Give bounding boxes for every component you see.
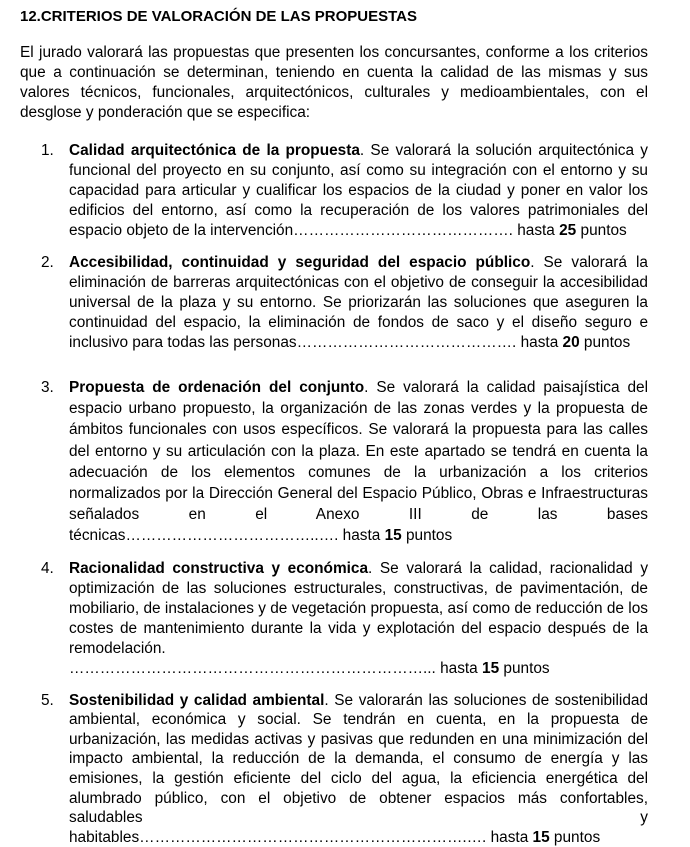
criterion-body: . Se valorará la calidad, racionalidad y optimización de las soluciones estructurales, constructivas, de pavimentación, de mobiliario, de instalaciones y de vegetación propuesta, así como de reducción de los costes de mantenimiento durante la vida y explotación del espacio después de la remodelación. <box>69 559 649 657</box>
score-prefix: hasta <box>512 222 560 239</box>
criterion-title: Racionalidad constructiva y económica <box>69 559 369 577</box>
score-points: 15 <box>532 828 550 846</box>
criterion-number: 5. <box>41 691 54 709</box>
criterion-score <box>69 660 550 677</box>
criterion-body: . Se valorará la solución arquitectónica y funcional del proyecto en su conjunto, así como su integración con el entorno y su capacidad para articular y cualificar los espacios de la ciudad y poner en valor los edificios del entorno, así como la recuperación de los valores patrimoniales del espacio objeto de la intervención <box>69 142 648 239</box>
dot-leader: ……………………………………. <box>293 222 513 239</box>
criterion-sustainability <box>20 691 648 847</box>
criterion-body: . Se valorará la calidad paisajística del espacio urbano propuesto, la organización de las zonas verdes y la propuesta de ámbitos funcionales con usos específicos. Se valorará la propuesta para las calles del entorno y su articulación con la plaza. En este apartado se tendrá en cuenta la adecuación de los elementos comunes de la urbanización a los criterios normalizados por la Dirección General del Espacio Público, Obras e Infraestructuras señalados en el Anexo III de las bases técnicas <box>69 379 648 545</box>
criterion-score <box>293 222 627 239</box>
criterion-ordering-proposal <box>20 377 648 547</box>
criterion-title: Sostenibilidad y calidad ambiental <box>69 691 325 709</box>
criterion-architectural-quality <box>20 141 648 241</box>
dot-leader: ……………………………………………………………... <box>69 659 436 677</box>
score-suffix: puntos <box>401 527 453 545</box>
criterion-number: 3. <box>41 379 54 396</box>
score-points: 25 <box>559 222 577 239</box>
score-points: 20 <box>562 334 580 351</box>
dot-leader: ……………………………………. <box>296 334 517 351</box>
criterion-number: 1. <box>41 142 54 159</box>
criterion-score <box>297 334 631 351</box>
dot-leader: ………………………………..…. <box>125 527 339 545</box>
score-points: 15 <box>482 659 500 677</box>
criteria-list <box>20 141 648 847</box>
intro-paragraph: El jurado valorará las propuestas que presenten los concursantes, conforme a los criterios que a continuación se determinan, teniendo en cuenta la calidad de las mismas y sus valores técnicos, funcionales, arquitectónicos, culturales y medioambientales, con el desglose y ponderación que se especifica: <box>20 44 648 121</box>
dot-leader: ……………………………………………………….…. <box>139 828 487 846</box>
criterion-constructive-rationality <box>20 559 648 679</box>
criterion-number: 2. <box>41 254 54 271</box>
score-suffix: puntos <box>576 222 627 239</box>
criterion-score <box>139 829 600 846</box>
criterion-number: 4. <box>41 559 54 577</box>
score-prefix: hasta <box>486 828 533 846</box>
score-suffix: puntos <box>499 659 550 677</box>
score-points: 15 <box>384 527 402 545</box>
criterion-body: . Se valorarán las soluciones de sostenibilidad ambiental, económica y social. Se tendrán en cuenta, en la propuesta de urbanización, las medidas activas y pasivas que redunden en una minimización del impacto ambiental, la reducción de la demanda, el consumo de energía y las emisiones, la gestión eficiente del ciclo del agua, la eficiencia energética del alumbrado público, con el objetivo de obtener espacios más confortables, saludables y habitables <box>69 691 648 846</box>
score-suffix: puntos <box>579 334 631 351</box>
criterion-body: . Se valorará la eliminación de barreras arquitectónicas con el objetivo de conseguir la accesibilidad universal de la plaza y su entorno. Se priorizarán las soluciones que aseguren la continuidad del espacio, la eliminación de fondos de saco y el diseño seguro e inclusivo para todas las personas <box>69 254 648 351</box>
score-prefix: hasta <box>338 527 385 545</box>
criterion-title: Propuesta de ordenación del conjunto <box>69 379 365 396</box>
criterion-title: Accesibilidad, continuidad y seguridad del espacio público <box>69 254 531 271</box>
score-prefix: hasta <box>435 659 483 677</box>
criterion-accessibility <box>20 253 648 353</box>
criterion-score <box>125 527 452 544</box>
criterion-title: Calidad arquitectónica de la propuesta <box>69 142 360 159</box>
score-prefix: hasta <box>516 334 563 351</box>
score-suffix: puntos <box>549 828 601 846</box>
section-heading: 12.CRITERIOS DE VALORACIÓN DE LAS PROPUESTAS <box>20 8 417 25</box>
